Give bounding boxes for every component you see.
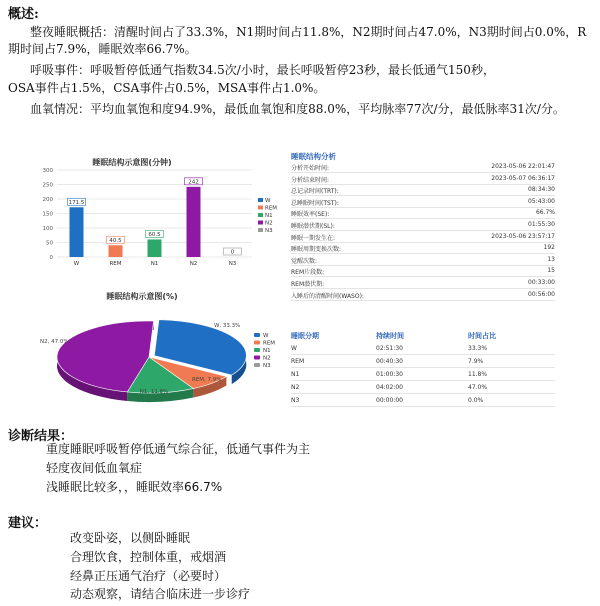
diagnosis-item: 重度睡眠呼吸暂停低通气综合征，低通气事件为主 [46,442,311,456]
analysis-key: 总记录时间(TRT): [291,188,339,196]
stage-row [291,381,555,394]
stage-name: W [291,345,297,352]
analysis-row [291,196,555,208]
pie-data-label: REM, 7.9% [192,377,222,383]
legend-label: W [263,333,269,339]
analysis-key: REM片段数: [291,269,325,277]
diagnosis-title: 诊断结果： [8,429,74,444]
legend-label: N3 [263,363,271,369]
analysis-key: 睡眠潜伏期(SL): [291,223,335,230]
analysis-row [291,242,555,254]
legend-label: N1 [265,213,273,219]
analysis-value: 2023-05-06 23:57:17 [491,232,555,240]
analysis-title: 睡眠结构分析 [291,152,336,161]
bar-chart [22,150,284,268]
stage-row [291,355,555,368]
stage-duration: 02:51:30 [376,345,403,352]
stage-header-ratio: 时间占比 [468,332,496,340]
stage-name: REM [291,358,305,365]
legend-swatch [258,206,263,210]
analysis-row [291,219,555,231]
pie-chart-panel [22,285,284,410]
bar-chart-title: 睡眠结构示意图(分钟) [92,158,172,167]
diagnosis-item: 浅睡眠比较多，，睡眠效率66.7% [46,480,223,494]
overview-line: OSA事件占1.5%，CSA事件占0.5%，MSA事件占1.0%。 [8,81,326,95]
stage-header-stage: 睡眠分期 [291,332,319,340]
analysis-value: 08:34:30 [528,186,555,194]
analysis-value: 00:33:00 [528,279,555,286]
x-tick-label: N2 [189,261,198,267]
stage-row [291,394,555,407]
analysis-key: 觉醒次数: [291,257,318,265]
stage-duration: 00:40:30 [376,358,403,365]
legend-swatch [254,356,260,360]
stage-name: N3 [291,397,300,404]
stage-name: N2 [291,384,300,391]
stage-header-duration: 持续时间 [376,332,404,340]
stage-ratio: 7.9% [468,358,484,365]
stage-duration: 00:00:00 [376,397,403,404]
stage-ratio: 47.0% [468,384,488,391]
analysis-row [291,231,555,243]
legend-label: W [265,198,271,204]
analysis-key: 睡眠周期变换次数: [291,246,342,254]
advice-item: 经鼻正压通气治疗（必要时） [70,569,227,583]
pie-data-label: W, 33.3% [214,323,241,329]
analysis-row [291,173,555,185]
pie-data-label: N1, 11.8% [139,389,169,395]
analysis-value: 15 [547,267,555,275]
bar [70,207,84,257]
analysis-row [291,207,555,219]
x-tick-label: W [73,261,80,267]
analysis-key: 睡眠效率(SE): [291,211,330,219]
legend-swatch [258,228,263,232]
data-label: 0 [230,249,235,256]
pie-data-label: N2, 47.0% [40,339,69,345]
data-label: 40.5 [109,237,122,244]
advice-item: 合理饮食，控制体重，戒烟酒 [70,550,227,564]
y-tick-label: 300 [42,168,53,174]
analysis-row [291,289,555,301]
bar-chart-panel [22,150,284,268]
y-tick-label: 150 [42,211,53,218]
legend-swatch [254,341,260,345]
stage-duration: 01:00:30 [376,371,403,378]
legend-label: N3 [265,228,273,234]
analysis-row [291,277,555,289]
stage-row [291,342,555,355]
advice-item: 改变卧姿，以侧卧睡眠 [70,531,191,545]
legend-label: REM [263,340,276,347]
overview-title: 概述: [8,7,39,22]
x-tick-label: N3 [228,261,237,267]
analysis-value: 2023-05-06 22:01:47 [491,163,555,170]
legend-swatch [258,213,263,217]
stage-ratio: 11.8% [468,371,488,378]
analysis-value: 2023-05-07 06:36:17 [491,174,555,182]
analysis-key: 入睡后的清醒时间(WASO): [291,292,364,300]
legend-swatch [258,198,263,202]
overview-line: 期时间占7.9%，睡眠效率66.7%。 [8,42,197,56]
analysis-row [291,254,555,266]
analysis-key: REM潜伏期: [291,281,325,288]
pie-chart [22,285,284,410]
analysis-row [291,265,555,277]
analysis-row [291,184,555,196]
x-tick-label: N1 [150,261,159,267]
legend-swatch [254,333,260,337]
stage-name: N1 [291,371,300,378]
analysis-key: 总睡眠时间(TST): [291,199,339,207]
analysis-key: 分析开始时间: [291,165,330,172]
legend-label: N1 [263,348,271,354]
analysis-key: 睡眠一期发生在: [291,234,336,242]
stage-ratio: 33.3% [468,345,488,352]
advice-item: 动态观察，请结合临床进一步诊疗 [70,587,251,601]
data-label: 60.5 [148,231,161,238]
advice-title: 建议： [8,516,48,531]
diagnosis-item: 轻度夜间低血氧症 [46,461,143,475]
data-label: 242 [188,179,199,186]
y-tick-label: 100 [42,226,53,232]
overview-line: 整夜睡眠概括：清醒时间占了33.3%，N1期时间占11.8%，N2期时间占47.0%，N3期时间占0.0%，R [30,25,587,39]
bar [148,239,162,257]
y-tick-label: 200 [42,197,53,203]
analysis-key: 分析结束时间: [291,176,330,184]
x-tick-label: REM [109,261,122,267]
legend-swatch [254,363,260,367]
analysis-value: 66.7% [535,209,555,217]
stage-row [291,368,555,381]
analysis-row [291,161,555,173]
overview-line: 血氧情况：平均血氧饱和度94.9%，最低血氧饱和度88.0%，平均脉率77次/分，最低脉率31次/分。 [30,102,565,116]
bar [187,187,201,257]
analysis-value: 00:56:00 [528,290,555,298]
pie-chart-title: 睡眠结构示意图(%) [106,292,178,301]
analysis-value: 01:55:30 [528,221,555,228]
overview-line: 呼吸事件：呼吸暂停低通气指数34.5次/小时，最长呼吸暂停23秒，最长低通气150秒， [30,63,495,77]
legend-label: REM [265,205,278,212]
legend-swatch [254,348,260,352]
y-tick-label: 0 [49,255,53,261]
data-label: 171.5 [68,199,85,206]
legend-label: N2 [265,220,273,227]
legend-label: N2 [263,355,271,362]
stage-duration: 04:02:00 [376,384,403,391]
analysis-value: 13 [547,255,555,263]
bar [109,245,123,257]
analysis-value: 192 [543,244,555,252]
stage-ratio: 0.0% [468,397,484,404]
legend-swatch [258,221,263,225]
y-tick-label: 250 [42,182,53,189]
y-tick-label: 50 [46,240,53,247]
analysis-value: 05:43:00 [528,197,555,205]
